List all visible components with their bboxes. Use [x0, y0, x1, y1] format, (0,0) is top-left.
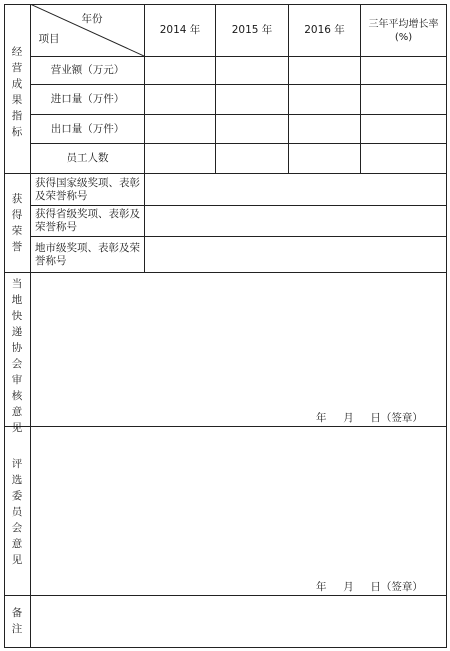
committee-signature-line: 年 月 日（签章） [316, 581, 423, 593]
section-operating-indicators: 经营成果指标 [11, 46, 23, 138]
border-bottom [4, 647, 447, 648]
year-2016-header: 2016 年 [304, 24, 345, 36]
row-line [4, 426, 447, 427]
association-signature-line: 年 月 日（签章） [316, 412, 423, 424]
indicator-revenue: 营业额（万元） [50, 64, 125, 76]
honor-national: 获得国家级奖项、表彰及荣誉称号 [35, 176, 140, 202]
section-honors: 获得荣誉 [11, 193, 23, 253]
growth-rate-label: 三年平均增长率 [368, 18, 439, 30]
year-2014-header: 2014 年 [159, 24, 201, 36]
row-line [4, 272, 447, 273]
row-line [4, 595, 447, 596]
border-left [4, 4, 5, 648]
indicator-import-volume: 进口量（万件） [50, 93, 125, 105]
item-header-label: 项目 [38, 32, 60, 45]
honor-provincial: 获得省级奖项、表彰及荣誉称号 [35, 208, 140, 233]
growth-rate-header [361, 5, 446, 56]
border-right [446, 4, 447, 648]
year-header-label: 年份 [81, 12, 103, 25]
growth-rate-unit: (%) [394, 31, 413, 43]
indicator-employee-count: 员工人数 [66, 152, 109, 164]
section-association-review: 当地快递协会审核意见 [11, 278, 23, 434]
indicator-export-volume: 出口量（万件） [50, 122, 125, 135]
year-2015-header: 2015 年 [231, 24, 273, 36]
section-remarks: 备注 [11, 607, 23, 635]
honor-municipal: 地市级奖项、表彰及荣誉称号 [35, 241, 140, 267]
section-committee-opinion: 评选委员会意见 [11, 458, 23, 566]
